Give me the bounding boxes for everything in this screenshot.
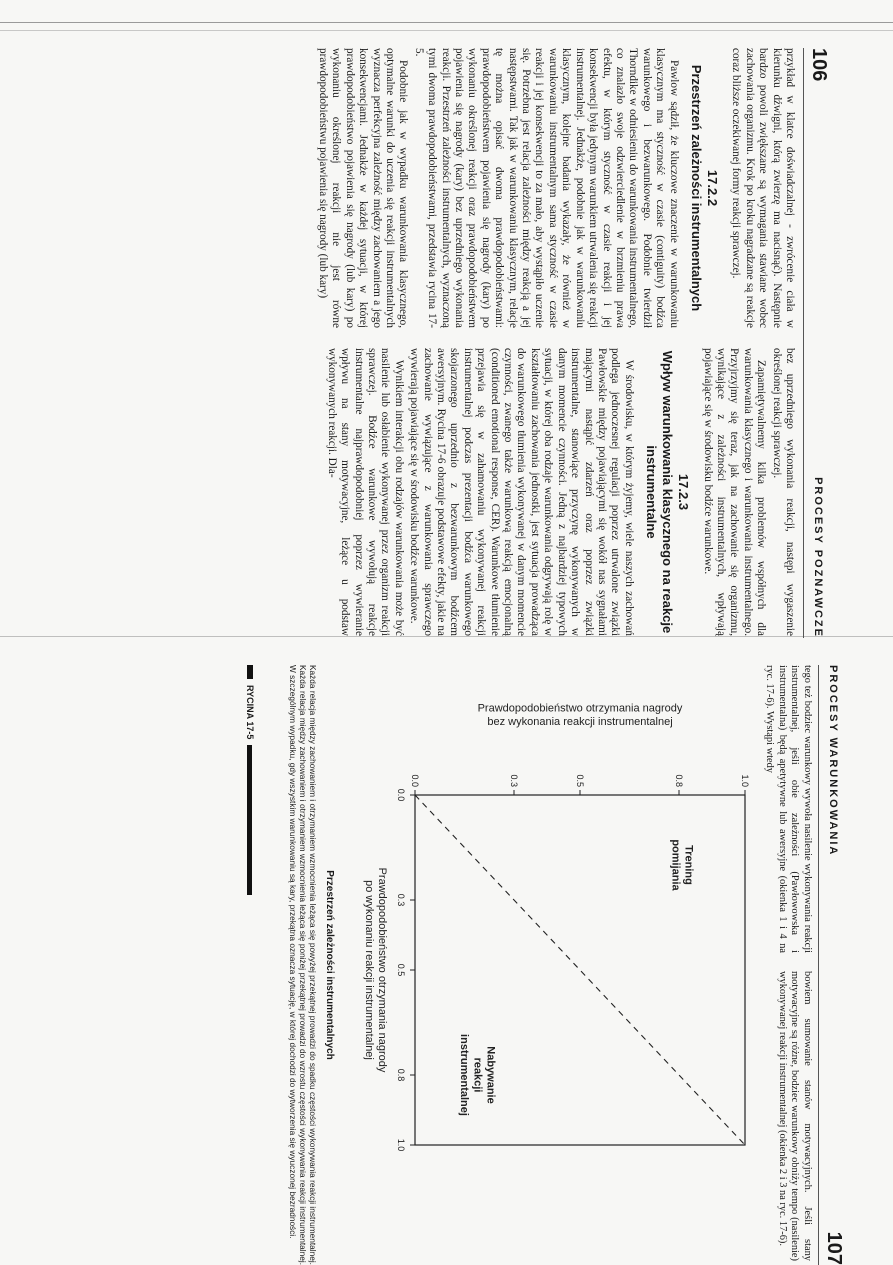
column-left-106 bbox=[314, 48, 796, 328]
paragraph: Podobnie jak w wypadku warunkowania klasycznego, optymalne warunki do uczenia się reakcji instrumentalnych wyznacza perfekcyjna zależność między zachowaniem a jego konsekwencjami. Jednakże w każdej sytuacji, w której prawdopodobieństwo pojawienia się nagrody (lub kary) po wykonaniu określonej reakcji nie jest równe prawdopodobieństwu pojawienia się nagrody (lub kary) bbox=[317, 48, 410, 328]
x-axis-label-line: Prawdopodobieństwo otrzymania nagrody bbox=[376, 867, 388, 1073]
paragraph: Wynikiem interakcji obu rodzajów warunkowania może być nasilenie lub osłabienie wykonywanej przez organizm reakcji sprawczej. Bodźce warunkowe wywołują reakcje instrumentalne najprawdopodobniej poprzez wywieranie wpływu na stany motywacyjne, leżące u podstaw wykonywanych reakcji. Dla- bbox=[325, 348, 405, 636]
scan-line-top-2 bbox=[0, 30, 893, 31]
label-bar bbox=[247, 665, 253, 679]
annotation-label-line: reakcji bbox=[471, 1057, 484, 1093]
annotation-label-line: Nabywanie bbox=[484, 1046, 497, 1104]
caption-title: Przestrzeń zależności instrumentalnych bbox=[324, 870, 335, 1060]
running-head-107 bbox=[818, 665, 845, 1265]
x-axis-label bbox=[363, 868, 388, 1073]
chart-svg bbox=[345, 665, 765, 1265]
paragraph: bowiem sumowanie stanów motywacyjnych. Jeśli stany motywacyjne są różne, bodziec warunkowy obniży tempo (nasilenie) wykonywanej reakcji instrumentalnej (okienka 2 i 3 na ryc. 17-6). bbox=[776, 971, 813, 1261]
paragraph: bez uprzedniego wykonania reakcji, następi wygaszenie określonej reakcji sprawczej. bbox=[770, 348, 796, 636]
x-tick-label: 1.0 bbox=[396, 1138, 406, 1152]
figure-label bbox=[245, 665, 255, 895]
paragraph: W środowisku, w którym żyjemy, wiele naszych zachowań podlega jednoczesnej regulacji poprzez utrwalone związki Pawłowskie między pojawiającymi się wokół nas sygnałami mającymi nastąpić zdarzeń oraz poprzez związki instrumentalne, stanowiące przyczynę wykonywanych w danym momencie czynności. Jedną z najbardziej typowych sytuacji, w której oba rodzaje warunkowania odgrywają rolę w kształtowaniu zachowania jednostki, jest sytuacja prowadząca do warunkowego tłumienia wykonywanej w danym momencie czynności, zwanego także warunkową reakcją emocjonalną (conditioned emotional response, CER). Warunkowe tłumienie przejawia się w zahamowaniu wykonywanej reakcji instrumentalnej podczas prezentacji bodźca warunkowego skojarzonego uprzednio z bezwarunkowym bodźcem awersyjnym. Rycina 17-6 obrazuje podstawowe efekty, jakie na zachowanie wywiązujące z warunkowania sprawczego wywierają pojawiające się w środowisku bodźce warunkowe. bbox=[408, 348, 635, 636]
annotation-label bbox=[669, 839, 694, 891]
x-tick-label: 0.5 bbox=[396, 963, 406, 977]
y-tick-label: 0.8 bbox=[674, 774, 684, 787]
y-axis-label bbox=[478, 703, 683, 728]
y-axis-label-line: bez wykonania reakcji instrumentalnej bbox=[487, 715, 673, 728]
running-head-106 bbox=[803, 48, 830, 638]
paragraph: Zapamiętywalnemy kilka problemów współnych dla warunkowania klasycznego i warunkowania instrumentalnego. Przyjrzyjmy się teraz, jak na zachowanie się organizmu, wynikające z zależności instrumentalnych, wpływają pojawiające się w środowisku bodźce warunkowe. bbox=[701, 348, 768, 636]
x-tick-label: 0.0 bbox=[396, 788, 406, 802]
section-number: 17.2.3 bbox=[676, 473, 692, 511]
chart-figure bbox=[345, 665, 765, 1265]
paragraph: tego też bodziec warunkowy wywoła nasilenie wykonywania reakcji instrumentalnej, jeśli obie zależności (Pawłowowska i instrumentalna) będą apetytywne lub awersyjne (okienka 1 i 4 na ryc. 17-6). Wystąpi wtedy bbox=[764, 665, 813, 953]
running-title: PROCESY POZNAWCZE bbox=[812, 477, 824, 638]
page-number: 107 bbox=[823, 1231, 845, 1265]
section-title: Przestrzeń zależności instrumentalnych bbox=[688, 64, 704, 312]
annotation-label-line: instrumentalnej bbox=[458, 1034, 471, 1116]
annotation-label bbox=[458, 1034, 496, 1116]
page-106 bbox=[30, 48, 830, 638]
section-title: Wpływ warunkowania klasycznego na reakcje instrumentalne bbox=[643, 350, 675, 634]
running-title: PROCESY WARUNKOWANIA bbox=[827, 665, 839, 857]
label-line bbox=[248, 745, 253, 895]
annotation-label-line: pomijania bbox=[669, 839, 682, 891]
caption-text: Każda relacja między zachowaniem i otrzymaniem wzmocnienia leżąca się powyżej przekątnej prowadzi do spadku częstości wykonywania reakcji instrumentalnej. Każda relacja między zachowaniem i otrzymaniem wzmocnienia leżąca się poniżej przekątnej prowadzi do wzrostu częstości wykonywania reakcji instrumentalnej. W szczególnym wypadku, gdy wszystkim warunkowaniu są kary, przekątna oznacza sytuację, w której dochodzi do wytworzenia się wyuczonej bezradności. bbox=[288, 665, 318, 1265]
x-tick-label: 0.8 bbox=[396, 1068, 406, 1082]
y-tick-label: 0.3 bbox=[509, 774, 519, 787]
x-tick-label: 0.3 bbox=[396, 893, 406, 907]
y-axis-label-line: Prawdopodobieństwo otrzymania nagrody bbox=[477, 702, 683, 715]
page-107 bbox=[45, 665, 845, 1265]
x-axis-label-line: po wykonaniu reakcji instrumentalnej bbox=[362, 880, 375, 1060]
paragraph: Pawlow sądził, że kluczowe znaczenie w warunkowaniu klasycznym ma styczność w czasie (contiguity) bodźca warunkowego i bezwarunkowego. Podobnie twierdził Thorndike w odniesieniu do warunkowania instrumentalnego, co znalazło swoje odzwierciedlenie w brzmieniu prawa efektu, w którym styczność w czasie reakcji i jej konsekwencji była jedynym warunkiem utrwalenia się reakcji instrumentalnej. Jednakże, podobnie jak w warunkowaniu klasycznym, kolejne badania wykazały, że również w warunkowaniu instrumentalnym sama styczność w czasie reakcji i jej konsekwencji to za mało, aby wystąpiło uczenie się. Potrzebna jest relacja zależności między reakcją a jej następstwami. Tak jak w warunkowaniu klasycznym, relacje tę można opisać dwoma prawdopodobieństwami: prawdopodobieństwem pojawienia się nagrody (kary) po wykonaniu określonej reakcji oraz prawdopodobieństwem pojawienia się nagrody (kary) bez uprzedniego wykonania reakcji. Przestrzeń zależności instrumentalnych, wyznaczoną tymi dwoma prawdopodobieństwami, przedstawia rycina 17-5. bbox=[412, 48, 680, 328]
y-tick-label: 1.0 bbox=[740, 774, 750, 787]
y-tick-label: 0.0 bbox=[410, 774, 420, 787]
section-number: 17.2.2 bbox=[704, 169, 720, 207]
figure-label-text: RYCINA 17-5 bbox=[245, 685, 255, 740]
paragraph: przykład w klatce doświadczalnej - zwrócenie ciała w kierunku dźwigni, którą zwierzę ma nacisnąć). Następnie bardzo powoli zwiększane są wymagania stawiane wobec zachowania organizmu. Krok po kroku nagradzane są reakcje coraz bliższe oczekiwanej formy reakcji sprawczej. bbox=[730, 48, 796, 328]
column-right-106 bbox=[322, 348, 796, 636]
annotation-label-line: Trening bbox=[682, 845, 695, 885]
page-number: 106 bbox=[808, 48, 830, 82]
y-tick-label: 0.5 bbox=[575, 774, 585, 787]
figure-caption bbox=[288, 665, 335, 1265]
scan-line-top bbox=[0, 22, 893, 23]
